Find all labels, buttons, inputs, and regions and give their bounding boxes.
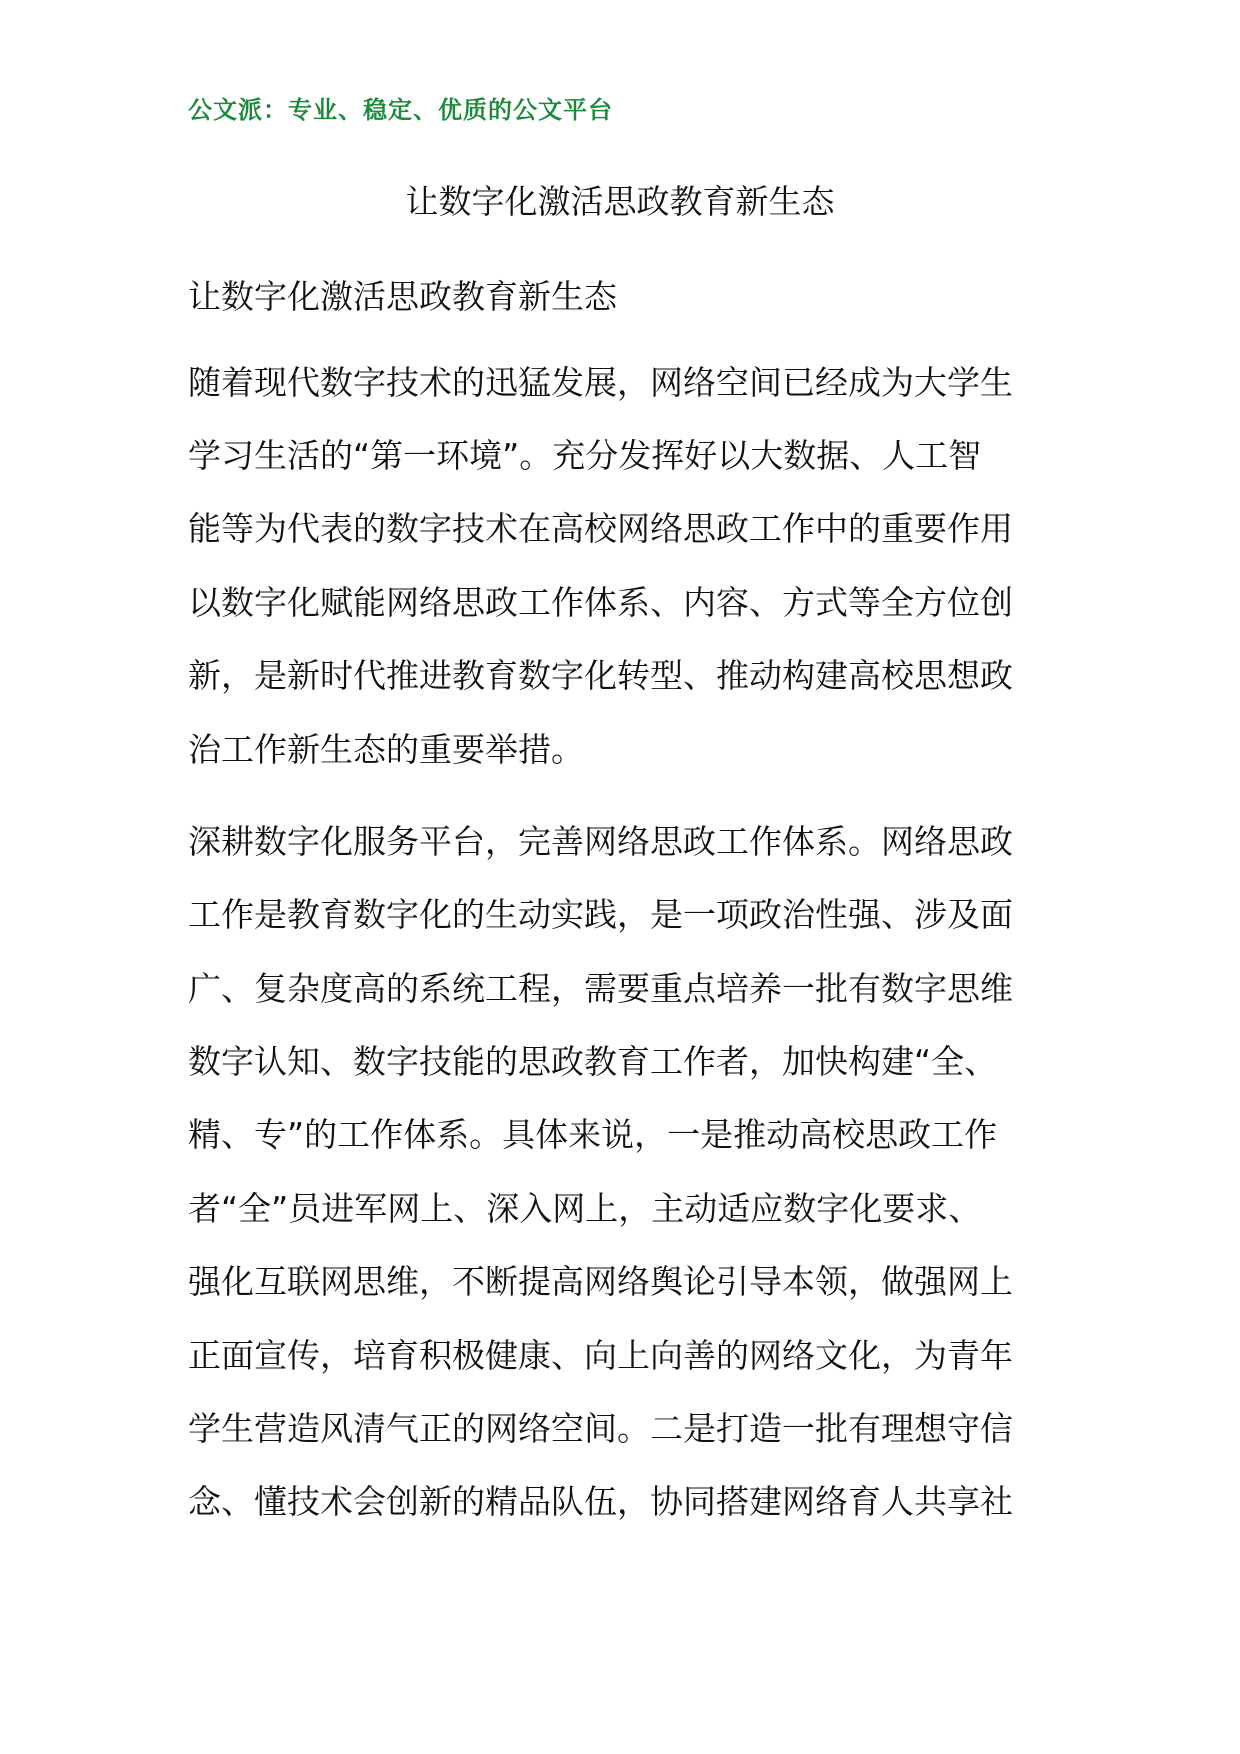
document-subtitle: 让数字化激活思政教育新生态 [188,277,617,316]
document-title: 让数字化激活思政教育新生态 [405,182,835,221]
paragraph-2-line-6: 者“全”员进军网上、深入网上，主动适应数字化要求、 [188,1189,982,1228]
paragraph-1-line-1: 随着现代数字技术的迅猛发展，网络空间已经成为大学生 [188,363,1013,402]
paragraph-2-line-3: 广、复杂度高的系统工程，需要重点培养一批有数字思维 [188,969,1013,1008]
paragraph-2-line-1: 深耕数字化服务平台，完善网络思政工作体系。网络思政 [188,822,1013,861]
paragraph-2-line-4: 数字认知、数字技能的思政教育工作者，加快构建“全、 [188,1042,998,1081]
paragraph-1-line-4: 以数字化赋能网络思政工作体系、内容、方式等全方位创 [188,583,1013,622]
paragraph-2-line-8: 正面宣传，培育积极健康、向上向善的网络文化，为青年 [188,1336,1013,1375]
paragraph-2-line-2: 工作是教育数字化的生动实践，是一项政治性强、涉及面 [188,895,1013,934]
paragraph-2-line-7: 强化互联网思维，不断提高网络舆论引导本领，做强网上 [188,1262,1013,1301]
paragraph-1-line-3: 能等为代表的数字技术在高校网络思政工作中的重要作用 [188,509,1013,548]
header-slogan: 公文派：专业、稳定、优质的公文平台 [188,96,613,124]
paragraph-1-line-5: 新，是新时代推进教育数字化转型、推动构建高校思想政 [188,656,1013,695]
paragraph-2-line-5: 精、专”的工作体系。具体来说，一是推动高校思政工作 [188,1115,998,1154]
paragraph-1-line-2: 学习生活的“第一环境”。充分发挥好以大数据、人工智 [188,436,982,475]
paragraph-2-line-10: 念、懂技术会创新的精品队伍，协同搭建网络育人共享社 [188,1482,1013,1521]
paragraph-1-line-6: 治工作新生态的重要举措。 [188,730,584,769]
paragraph-2-line-9: 学生营造风清气正的网络空间。二是打造一批有理想守信 [188,1409,1013,1448]
